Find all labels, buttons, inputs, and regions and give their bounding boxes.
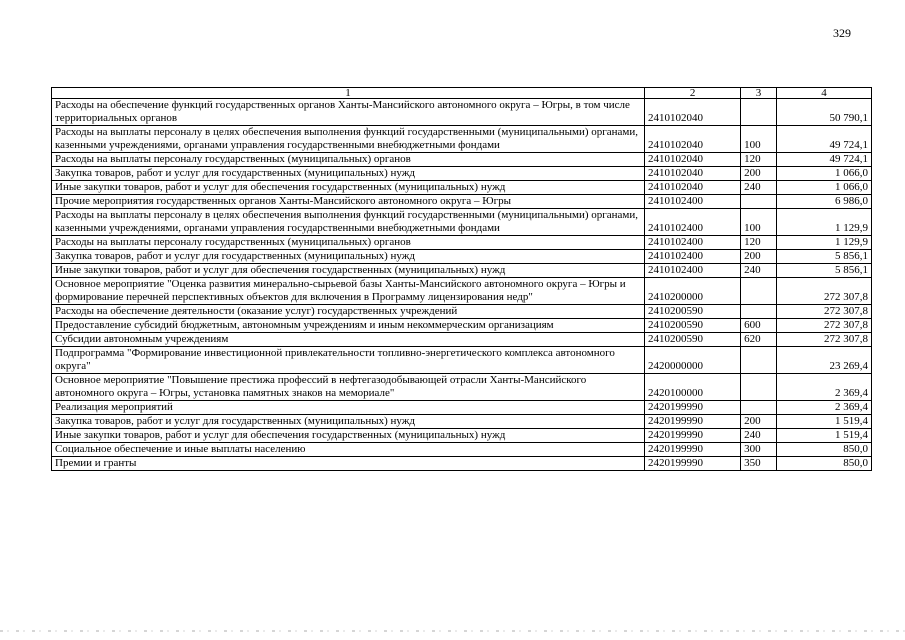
row-code-cell: 2410102400	[645, 264, 741, 278]
row-code-cell: 2410102040	[645, 153, 741, 167]
row-name-cell: Иные закупки товаров, работ и услуг для обеспечения государственных (муниципальных) нужд	[52, 264, 645, 278]
page-number: 329	[833, 26, 851, 40]
table-row	[52, 443, 872, 457]
table-row	[52, 264, 872, 278]
row-name-cell: Предоставление субсидий бюджетным, автономным учреждениям и иным некоммерческим организациям	[52, 319, 645, 333]
scan-noise-strip	[0, 630, 905, 632]
row-name-cell: Социальное обеспечение и иные выплаты населению	[52, 443, 645, 457]
row-subcode-cell	[741, 305, 777, 319]
row-name-cell: Расходы на выплаты персоналу государственных (муниципальных) органов	[52, 153, 645, 167]
column-header-4: 4	[776, 88, 871, 99]
row-amount-cell: 850,0	[776, 457, 871, 471]
row-amount-cell: 5 856,1	[776, 250, 871, 264]
row-amount-cell: 1 066,0	[776, 181, 871, 195]
row-amount-cell: 2 369,4	[776, 401, 871, 415]
row-subcode-cell	[741, 195, 777, 209]
row-subcode-cell: 240	[741, 181, 777, 195]
row-name-cell: Расходы на обеспечение деятельности (оказание услуг) государственных учреждений	[52, 305, 645, 319]
table-row	[52, 374, 872, 401]
row-code-cell: 2410102400	[645, 250, 741, 264]
row-code-cell: 2410102040	[645, 181, 741, 195]
row-amount-cell: 272 307,8	[776, 333, 871, 347]
row-code-cell: 2410200590	[645, 305, 741, 319]
row-name-cell: Подпрограмма "Формирование инвестиционной привлекательности топливно-энергетического комплекса автономного округа"	[52, 347, 645, 374]
row-amount-cell: 272 307,8	[776, 319, 871, 333]
row-amount-cell: 50 790,1	[776, 99, 871, 126]
row-amount-cell: 23 269,4	[776, 347, 871, 374]
row-code-cell: 2410102400	[645, 195, 741, 209]
row-code-cell: 2410102040	[645, 126, 741, 153]
table-row	[52, 305, 872, 319]
row-code-cell: 2420199990	[645, 443, 741, 457]
row-subcode-cell: 200	[741, 415, 777, 429]
table-row	[52, 429, 872, 443]
row-code-cell: 2410102400	[645, 236, 741, 250]
table-row	[52, 126, 872, 153]
row-subcode-cell: 200	[741, 250, 777, 264]
row-code-cell: 2420199990	[645, 457, 741, 471]
column-header-1: 1	[52, 88, 645, 99]
table-row	[52, 236, 872, 250]
row-name-cell: Закупка товаров, работ и услуг для государственных (муниципальных) нужд	[52, 250, 645, 264]
row-name-cell: Премии и гранты	[52, 457, 645, 471]
row-name-cell: Закупка товаров, работ и услуг для государственных (муниципальных) нужд	[52, 167, 645, 181]
row-code-cell: 2410200000	[645, 278, 741, 305]
table-row	[52, 153, 872, 167]
column-header-2: 2	[645, 88, 741, 99]
row-amount-cell: 1 519,4	[776, 415, 871, 429]
row-amount-cell: 2 369,4	[776, 374, 871, 401]
row-subcode-cell: 240	[741, 264, 777, 278]
table-row	[52, 347, 872, 374]
row-amount-cell: 850,0	[776, 443, 871, 457]
row-amount-cell: 5 856,1	[776, 264, 871, 278]
row-subcode-cell: 300	[741, 443, 777, 457]
row-name-cell: Основное мероприятие "Повышение престижа профессий в нефтегазодобывающей отрасли Ханты-Мансийского автономного округа – Югры, установка памятных знаков на мемориале"	[52, 374, 645, 401]
table-row	[52, 401, 872, 415]
table-row	[52, 457, 872, 471]
row-subcode-cell	[741, 374, 777, 401]
row-name-cell: Расходы на выплаты персоналу в целях обеспечения выполнения функций государственными (муниципальными) органами, казенными учреждениями, органами управления государственными внебюджетными фондами	[52, 209, 645, 236]
row-code-cell: 2420199990	[645, 429, 741, 443]
row-name-cell: Расходы на обеспечение функций государственных органов Ханты-Мансийского автономного округа – Югры, в том числе территориальных органов	[52, 99, 645, 126]
row-code-cell: 2420199990	[645, 401, 741, 415]
table-header-row	[52, 88, 872, 99]
row-name-cell: Основное мероприятие "Оценка развития минерально-сырьевой базы Ханты-Мансийского автономного округа – Югры и формирование перечней перспективных объектов для включения в Программу лицензирования недр"	[52, 278, 645, 305]
table-row	[52, 278, 872, 305]
row-amount-cell: 1 129,9	[776, 209, 871, 236]
table-row	[52, 319, 872, 333]
table-row	[52, 167, 872, 181]
row-name-cell: Реализация мероприятий	[52, 401, 645, 415]
row-code-cell: 2420199990	[645, 415, 741, 429]
row-subcode-cell: 600	[741, 319, 777, 333]
row-name-cell: Прочие мероприятия государственных органов Ханты-Мансийского автономного округа – Югры	[52, 195, 645, 209]
row-subcode-cell: 200	[741, 167, 777, 181]
row-amount-cell: 6 986,0	[776, 195, 871, 209]
row-name-cell: Иные закупки товаров, работ и услуг для обеспечения государственных (муниципальных) нужд	[52, 181, 645, 195]
row-code-cell: 2410102400	[645, 209, 741, 236]
row-code-cell: 2410102040	[645, 167, 741, 181]
row-amount-cell: 272 307,8	[776, 305, 871, 319]
row-amount-cell: 1 129,9	[776, 236, 871, 250]
row-code-cell: 2410102040	[645, 99, 741, 126]
row-amount-cell: 272 307,8	[776, 278, 871, 305]
row-code-cell: 2420100000	[645, 374, 741, 401]
row-code-cell: 2410200590	[645, 319, 741, 333]
table-row	[52, 250, 872, 264]
row-subcode-cell: 350	[741, 457, 777, 471]
table-row	[52, 99, 872, 126]
budget-table	[51, 87, 872, 471]
table-row	[52, 415, 872, 429]
row-code-cell: 2420000000	[645, 347, 741, 374]
row-name-cell: Закупка товаров, работ и услуг для государственных (муниципальных) нужд	[52, 415, 645, 429]
row-code-cell: 2410200590	[645, 333, 741, 347]
row-amount-cell: 1 519,4	[776, 429, 871, 443]
row-name-cell: Субсидии автономным учреждениям	[52, 333, 645, 347]
row-subcode-cell	[741, 278, 777, 305]
row-subcode-cell: 100	[741, 126, 777, 153]
row-subcode-cell: 620	[741, 333, 777, 347]
column-header-3: 3	[741, 88, 777, 99]
table-row	[52, 181, 872, 195]
row-amount-cell: 49 724,1	[776, 126, 871, 153]
table-row	[52, 195, 872, 209]
row-subcode-cell: 120	[741, 153, 777, 167]
row-name-cell: Расходы на выплаты персоналу в целях обеспечения выполнения функций государственными (муниципальными) органами, казенными учреждениями, органами управления государственными внебюджетными фондами	[52, 126, 645, 153]
row-subcode-cell: 120	[741, 236, 777, 250]
row-subcode-cell: 100	[741, 209, 777, 236]
row-amount-cell: 1 066,0	[776, 167, 871, 181]
row-amount-cell: 49 724,1	[776, 153, 871, 167]
row-name-cell: Расходы на выплаты персоналу государственных (муниципальных) органов	[52, 236, 645, 250]
row-subcode-cell	[741, 99, 777, 126]
row-subcode-cell	[741, 347, 777, 374]
row-name-cell: Иные закупки товаров, работ и услуг для обеспечения государственных (муниципальных) нужд	[52, 429, 645, 443]
row-subcode-cell: 240	[741, 429, 777, 443]
table-row	[52, 333, 872, 347]
row-subcode-cell	[741, 401, 777, 415]
table-row	[52, 209, 872, 236]
